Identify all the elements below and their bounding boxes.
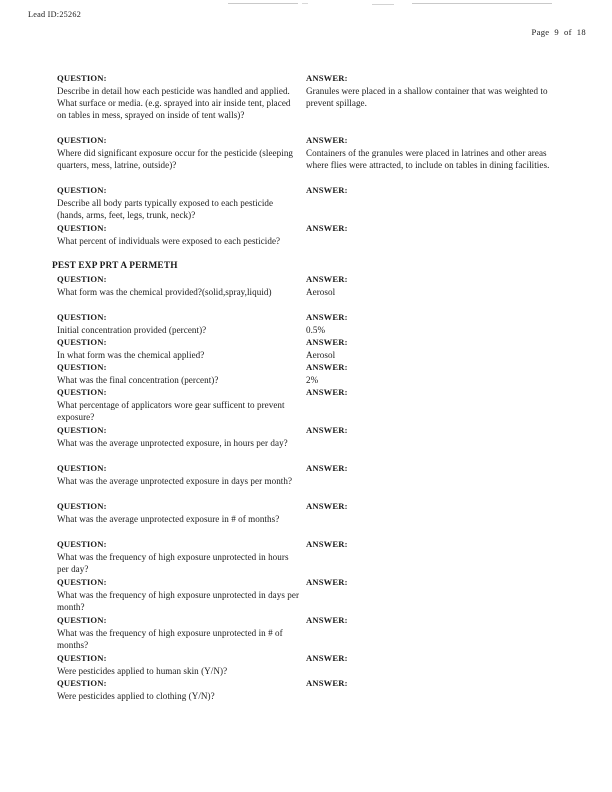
answer-text[interactable]: Aerosol bbox=[306, 349, 336, 360]
question-cell bbox=[57, 184, 300, 221]
answer-text[interactable]: 0.5% bbox=[306, 324, 326, 335]
question-text: What percent of individuals were exposed to each pesticide? bbox=[57, 235, 281, 246]
question-label: QUESTION: bbox=[57, 337, 107, 347]
qa-row bbox=[0, 538, 612, 576]
answer-label: ANSWER: bbox=[306, 185, 348, 195]
question-label: QUESTION: bbox=[57, 274, 107, 284]
question-cell bbox=[57, 72, 300, 121]
answer-label: ANSWER: bbox=[306, 135, 348, 145]
qa-row bbox=[0, 462, 612, 500]
question-cell bbox=[57, 336, 300, 361]
question-label: QUESTION: bbox=[57, 185, 107, 195]
answer-cell[interactable] bbox=[306, 652, 558, 665]
answer-cell[interactable] bbox=[306, 386, 558, 399]
answer-label: ANSWER: bbox=[306, 501, 348, 511]
answer-cell[interactable] bbox=[306, 462, 558, 475]
answer-text[interactable]: Granules were placed in a shallow container that was weighted to prevent spillage. bbox=[306, 85, 548, 108]
answer-cell[interactable] bbox=[306, 72, 558, 109]
question-cell bbox=[57, 311, 300, 336]
answer-cell[interactable] bbox=[306, 614, 558, 627]
question-label: QUESTION: bbox=[57, 539, 107, 549]
question-label: QUESTION: bbox=[57, 73, 107, 83]
question-cell bbox=[57, 462, 300, 487]
question-text: In what form was the chemical applied? bbox=[57, 349, 205, 360]
question-cell bbox=[57, 424, 300, 449]
question-cell bbox=[57, 576, 300, 613]
question-text: Were pesticides applied to human skin (Y/N)? bbox=[57, 665, 228, 676]
question-text: What percentage of applicators wore gear sufficent to prevent exposure? bbox=[57, 399, 285, 422]
question-label: QUESTION: bbox=[57, 362, 107, 372]
page-number-current: 9 bbox=[554, 27, 560, 37]
page-number-label: Page bbox=[531, 27, 550, 37]
question-cell bbox=[57, 614, 300, 651]
qa-row bbox=[0, 576, 612, 614]
answer-cell[interactable] bbox=[306, 361, 558, 386]
answer-cell[interactable] bbox=[306, 424, 558, 437]
answer-label: ANSWER: bbox=[306, 678, 348, 688]
question-label: QUESTION: bbox=[57, 135, 107, 145]
answer-label: ANSWER: bbox=[306, 653, 348, 663]
lead-id: Lead ID:25262 bbox=[28, 10, 82, 19]
qa-row bbox=[0, 273, 612, 311]
section-heading: PEST EXP PRT A PERMETH bbox=[52, 261, 178, 271]
question-label: QUESTION: bbox=[57, 425, 107, 435]
qa-row bbox=[0, 500, 612, 538]
scan-artifact-marks bbox=[0, 0, 612, 10]
answer-label: ANSWER: bbox=[306, 312, 348, 322]
answer-label: ANSWER: bbox=[306, 577, 348, 587]
question-label: QUESTION: bbox=[57, 653, 107, 663]
question-text: Describe in detail how each pesticide was handled and applied. What surface or media. (e.g. sprayed into air inside tent, placed on tables in mess, sprayed on inside of tent walls)? bbox=[57, 85, 291, 121]
answer-label: ANSWER: bbox=[306, 539, 348, 549]
question-label: QUESTION: bbox=[57, 577, 107, 587]
question-cell bbox=[57, 222, 300, 247]
answer-cell[interactable] bbox=[306, 677, 558, 690]
answer-label: ANSWER: bbox=[306, 274, 348, 284]
qa-row bbox=[0, 386, 612, 424]
qa-row bbox=[0, 184, 612, 222]
question-label: QUESTION: bbox=[57, 501, 107, 511]
question-label: QUESTION: bbox=[57, 615, 107, 625]
answer-cell[interactable] bbox=[306, 184, 558, 197]
answer-cell[interactable] bbox=[306, 576, 558, 589]
answer-cell[interactable] bbox=[306, 336, 558, 361]
scan-artifact-line bbox=[412, 3, 552, 4]
answer-label: ANSWER: bbox=[306, 337, 348, 347]
qa-row bbox=[0, 614, 612, 652]
scan-artifact-line bbox=[372, 4, 394, 5]
question-cell bbox=[57, 134, 300, 171]
question-text: Describe all body parts typically exposed to each pesticide (hands, arms, feet, legs, trunk, neck)? bbox=[57, 197, 274, 220]
qa-row bbox=[0, 361, 612, 386]
answer-cell[interactable] bbox=[306, 273, 558, 298]
question-text: What was the average unprotected exposure in days per month? bbox=[57, 475, 293, 486]
question-text: Were pesticides applied to clothing (Y/N)? bbox=[57, 690, 215, 701]
question-label: QUESTION: bbox=[57, 463, 107, 473]
qa-row bbox=[0, 336, 612, 361]
page-header bbox=[0, 10, 612, 40]
qa-row bbox=[0, 652, 612, 677]
question-text: What was the frequency of high exposure unprotected in hours per day? bbox=[57, 551, 289, 574]
answer-cell[interactable] bbox=[306, 134, 558, 171]
question-cell bbox=[57, 386, 300, 423]
question-text: What form was the chemical provided?(solid,spray,liquid) bbox=[57, 286, 272, 297]
page-number-of: of bbox=[564, 27, 572, 37]
question-text: What was the average unprotected exposure in # of months? bbox=[57, 513, 280, 524]
answer-label: ANSWER: bbox=[306, 425, 348, 435]
question-text: What was the final concentration (percent)? bbox=[57, 374, 219, 385]
question-text: Where did significant exposure occur for the pesticide (sleeping quarters, mess, latrine, outside)? bbox=[57, 147, 294, 170]
questionnaire-body bbox=[0, 72, 612, 702]
question-text: What was the frequency of high exposure unprotected in # of months? bbox=[57, 627, 283, 650]
question-label: QUESTION: bbox=[57, 312, 107, 322]
question-label: QUESTION: bbox=[57, 387, 107, 397]
qa-row bbox=[0, 311, 612, 336]
answer-text[interactable]: Aerosol bbox=[306, 286, 336, 297]
page-number bbox=[532, 27, 586, 37]
question-cell bbox=[57, 361, 300, 386]
question-cell bbox=[57, 677, 300, 702]
question-cell bbox=[57, 652, 300, 677]
question-cell bbox=[57, 273, 300, 298]
question-label: QUESTION: bbox=[57, 678, 107, 688]
question-text: What was the frequency of high exposure unprotected in days per month? bbox=[57, 589, 300, 612]
scan-artifact-line bbox=[302, 3, 308, 4]
qa-row bbox=[0, 222, 612, 260]
qa-row bbox=[0, 424, 612, 462]
qa-row bbox=[0, 677, 612, 702]
question-text: What was the average unprotected exposure, in hours per day? bbox=[57, 437, 288, 448]
answer-cell[interactable] bbox=[306, 500, 558, 513]
answer-label: ANSWER: bbox=[306, 223, 348, 233]
question-label: QUESTION: bbox=[57, 223, 107, 233]
page-number-total: 18 bbox=[576, 27, 586, 37]
question-cell bbox=[57, 538, 300, 575]
answer-label: ANSWER: bbox=[306, 615, 348, 625]
qa-row bbox=[0, 134, 612, 184]
answer-label: ANSWER: bbox=[306, 463, 348, 473]
answer-label: ANSWER: bbox=[306, 387, 348, 397]
answer-label: ANSWER: bbox=[306, 73, 348, 83]
question-text: Initial concentration provided (percent)? bbox=[57, 324, 207, 335]
answer-text[interactable]: 2% bbox=[306, 374, 319, 385]
answer-text[interactable]: Containers of the granules were placed in latrines and other areas where flies were attracted, to include on tables in dining facilities. bbox=[306, 147, 550, 170]
question-cell bbox=[57, 500, 300, 525]
scan-artifact-line bbox=[228, 3, 298, 4]
answer-cell[interactable] bbox=[306, 538, 558, 551]
qa-row bbox=[0, 72, 612, 134]
answer-cell[interactable] bbox=[306, 222, 558, 235]
answer-cell[interactable] bbox=[306, 311, 558, 336]
answer-label: ANSWER: bbox=[306, 362, 348, 372]
